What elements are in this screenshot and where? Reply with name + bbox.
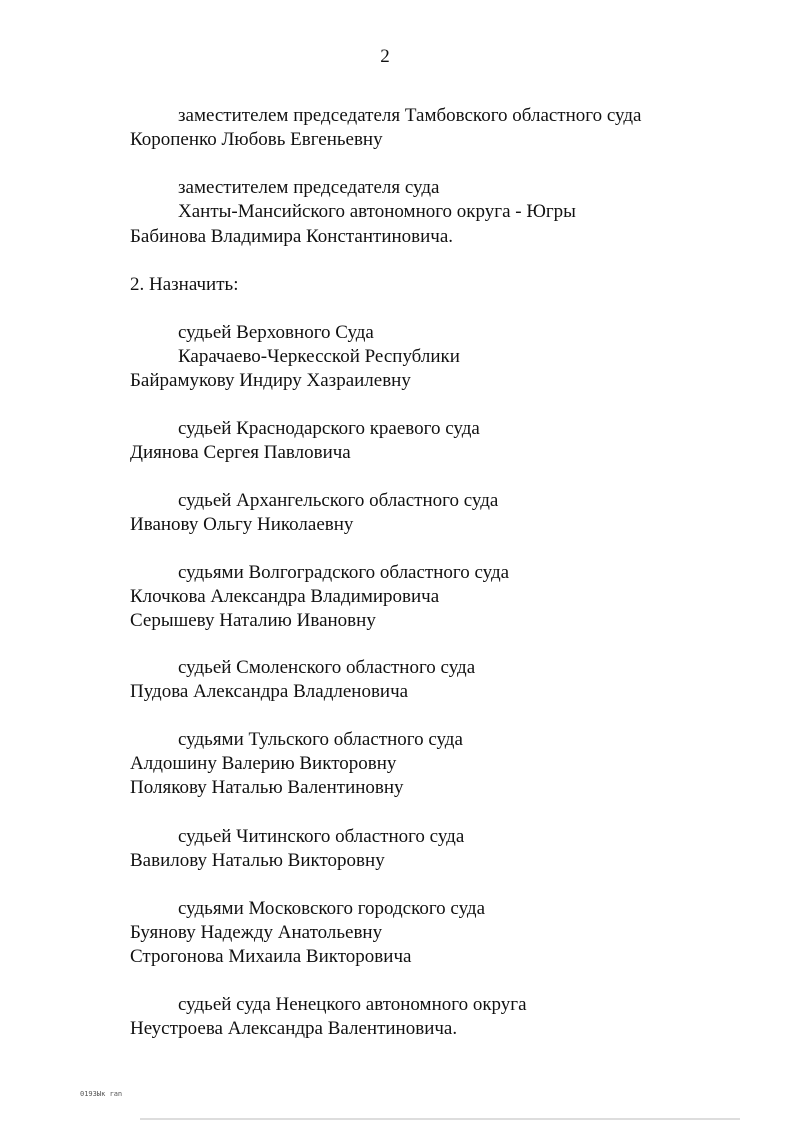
appointment-position: судьей Смоленского областного суда [178,657,476,678]
appointment-position: судьей суда Ненецкого автономного округа [178,994,527,1015]
page-number: 2 [380,46,390,67]
appointee-name: Строгонова Михаила Викторовича [130,946,412,967]
appointment-position: судьей Верховного Суда [178,322,374,343]
appointee-name: Бабинова Владимира Константиновича. [130,226,454,247]
appointee-name: Байрамукову Индиру Хазраилевну [130,370,411,391]
scan-edge-line [140,1118,740,1120]
appointment-position: судьями Волгоградского областного суда [178,562,510,583]
appointee-name: Алдошину Валерию Викторовну [130,753,397,774]
appointee-name: Пудова Александра Владленовича [130,681,409,702]
section-heading: 2. Назначить: [130,274,239,295]
appointment-position-cont: Ханты-Мансийского автономного округа - Югры [178,201,576,222]
appointment-position: заместителем председателя Тамбовского областного суда [178,105,642,126]
appointment-position-cont: Карачаево-Черкесской Республики [178,346,460,367]
footer-document-code: 0193Ык ran [80,1090,123,1098]
appointee-name: Коропенко Любовь Евгеньевну [130,129,383,150]
appointee-name: Неустроева Александра Валентиновича. [130,1018,458,1039]
appointment-position: судьями Московского городского суда [178,898,486,919]
appointment-position: заместителем председателя суда [178,177,440,198]
appointee-name: Диянова Сергея Павловича [130,442,351,463]
appointee-name: Серышеву Наталию Ивановну [130,610,376,631]
appointee-name: Иванову Ольгу Николаевну [130,514,354,535]
appointee-name: Вавилову Наталью Викторовну [130,850,385,871]
appointment-position: судьей Краснодарского краевого суда [178,418,480,439]
appointment-position: судьями Тульского областного суда [178,729,463,750]
appointee-name: Клочкова Александра Владимировича [130,586,440,607]
appointment-position: судьей Архангельского областного суда [178,490,499,511]
appointment-position: судьей Читинского областного суда [178,826,465,847]
appointee-name: Буянову Надежду Анатольевну [130,922,383,943]
appointee-name: Полякову Наталью Валентиновну [130,777,404,798]
